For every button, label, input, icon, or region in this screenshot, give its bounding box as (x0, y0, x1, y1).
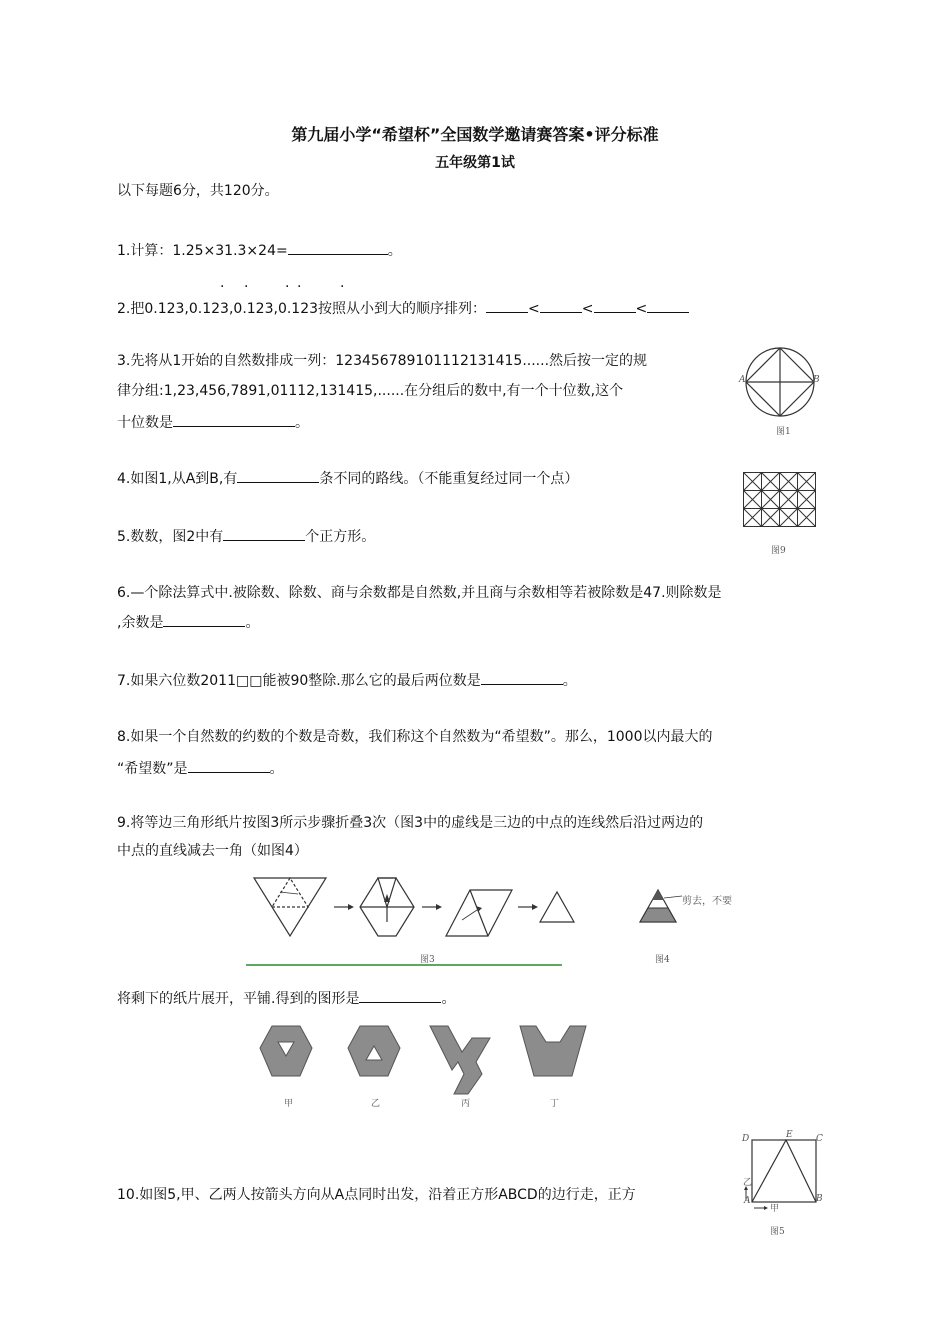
figure-4-caption: 图4 (655, 955, 670, 965)
question-7: 7.如果六位数2011□□能被90整除.那么它的最后两位数是 。 (117, 670, 577, 690)
question-9-line-1: 9.将等边三角形纸片按图3所示步骤折叠3次（图3中的虚线是三边的中点的连线然后沿过两边的 (117, 815, 704, 831)
question-10: 10.如图5,甲、乙两人按箭头方向从A点同时出发，沿着正方形ABCD的边行走，正方 (117, 1187, 636, 1203)
answer-blank (647, 298, 689, 313)
figure-4-note: 剪去，不要 (682, 896, 732, 907)
answer-blank (288, 240, 388, 255)
answer-blank (163, 612, 245, 627)
answer-blank (359, 988, 441, 1003)
figure-5-label-d: D (742, 1134, 750, 1144)
question-1-end: 。 (387, 243, 402, 259)
page-title: 第九届小学“希望杯”全国数学邀请赛答案•评分标准 (291, 125, 659, 144)
question-1 (117, 240, 402, 260)
question-5: 5.数数，图2中有 个正方形。 (117, 526, 375, 546)
question-8-line-1: 8.如果一个自然数的约数的个数是奇数，我们称这个自然数为“希望数”。那么，1000以内最大的 (117, 729, 713, 745)
figure-5-label-b: B (816, 1194, 823, 1204)
question-6-line-1: 6.—个除法算式中.被除数、除数、商与余数都是自然数,并且商与余数相等若被除数是47.则除数是 (117, 585, 722, 601)
figure-5-label-jia: 甲 (770, 1204, 780, 1214)
figure-3-underline (246, 964, 562, 967)
question-3-line-3: 十位数是 。 (117, 412, 309, 432)
figure-1-label-a: A (739, 375, 746, 385)
answer-blank (173, 412, 295, 427)
option-label-jia: 甲 (284, 1099, 294, 1109)
repeat-dot: · (285, 279, 290, 295)
repeat-dot: · (244, 279, 249, 295)
figure-2-caption: 图9 (771, 546, 786, 556)
question-2-text: 2.把0.123,0.123,0.123,0.123按照从小到大的顺序排列： (117, 301, 487, 317)
answer-blank (188, 758, 270, 773)
question-3-line-1: 3.先将从1开始的自然数排成一列：123456789101112131415......然后按一定的规 (117, 353, 648, 369)
answer-blank (540, 298, 582, 313)
answer-blank (594, 298, 636, 313)
figure-1-caption: 图1 (776, 427, 791, 437)
figure-5-caption: 图5 (770, 1227, 785, 1237)
option-label-yi: 乙 (371, 1099, 381, 1109)
less-than-sign: < (581, 301, 594, 317)
figure-1-label-b: B (813, 375, 820, 385)
figure-5-label-yi: 乙 (743, 1178, 753, 1188)
figure-5-label-c: C (816, 1134, 823, 1144)
answer-blank (237, 468, 319, 483)
figure-5-label-e: E (786, 1130, 793, 1140)
question-3-line-2: 律分组:1,23,456,7891,01112,131415,......在分组后的数中,有一个十位数,这个 (117, 383, 624, 399)
page-subtitle: 五年级第1试 (435, 155, 515, 171)
answer-blank (481, 670, 563, 685)
question-4: 4.如图1,从A到B,有 条不同的路线。（不能重复经过同一个点） (117, 468, 578, 488)
figure-1-circle-diagram (738, 344, 828, 434)
question-1-text: 1.计算：1.25×31.3×24= (117, 243, 288, 259)
question-9-line-3: 将剩下的纸片展开，平铺.得到的图形是 。 (117, 988, 455, 1008)
intro-text: 以下每题6分，共120分。 (117, 183, 279, 199)
figure-2-grid-diagram (743, 472, 819, 532)
option-shape-bing (428, 1022, 494, 1096)
repeat-dot: · (297, 279, 302, 295)
repeat-dot: · (340, 279, 345, 295)
figure-5-label-a: A (744, 1196, 751, 1206)
figure-3-caption: 图3 (420, 955, 435, 965)
answer-blank (223, 526, 305, 541)
option-shape-yi (346, 1024, 402, 1080)
less-than-sign: < (635, 301, 648, 317)
answer-blank (486, 298, 528, 313)
question-2 (117, 298, 689, 318)
question-6-line-2: ,余数是 。 (117, 612, 259, 632)
option-label-ding: 丁 (550, 1099, 560, 1109)
option-shape-ding (518, 1024, 588, 1080)
question-9-line-2: 中点的直线减去一角（如图4） (117, 843, 308, 859)
figure-3-folding-steps (250, 872, 590, 942)
option-shape-jia (258, 1024, 314, 1080)
question-8-line-2: “希望数”是 。 (117, 758, 284, 778)
figure-4-cut-triangle (636, 886, 686, 926)
option-label-bing: 丙 (461, 1099, 471, 1109)
less-than-sign: < (528, 301, 540, 317)
repeat-dot: · (220, 279, 225, 295)
